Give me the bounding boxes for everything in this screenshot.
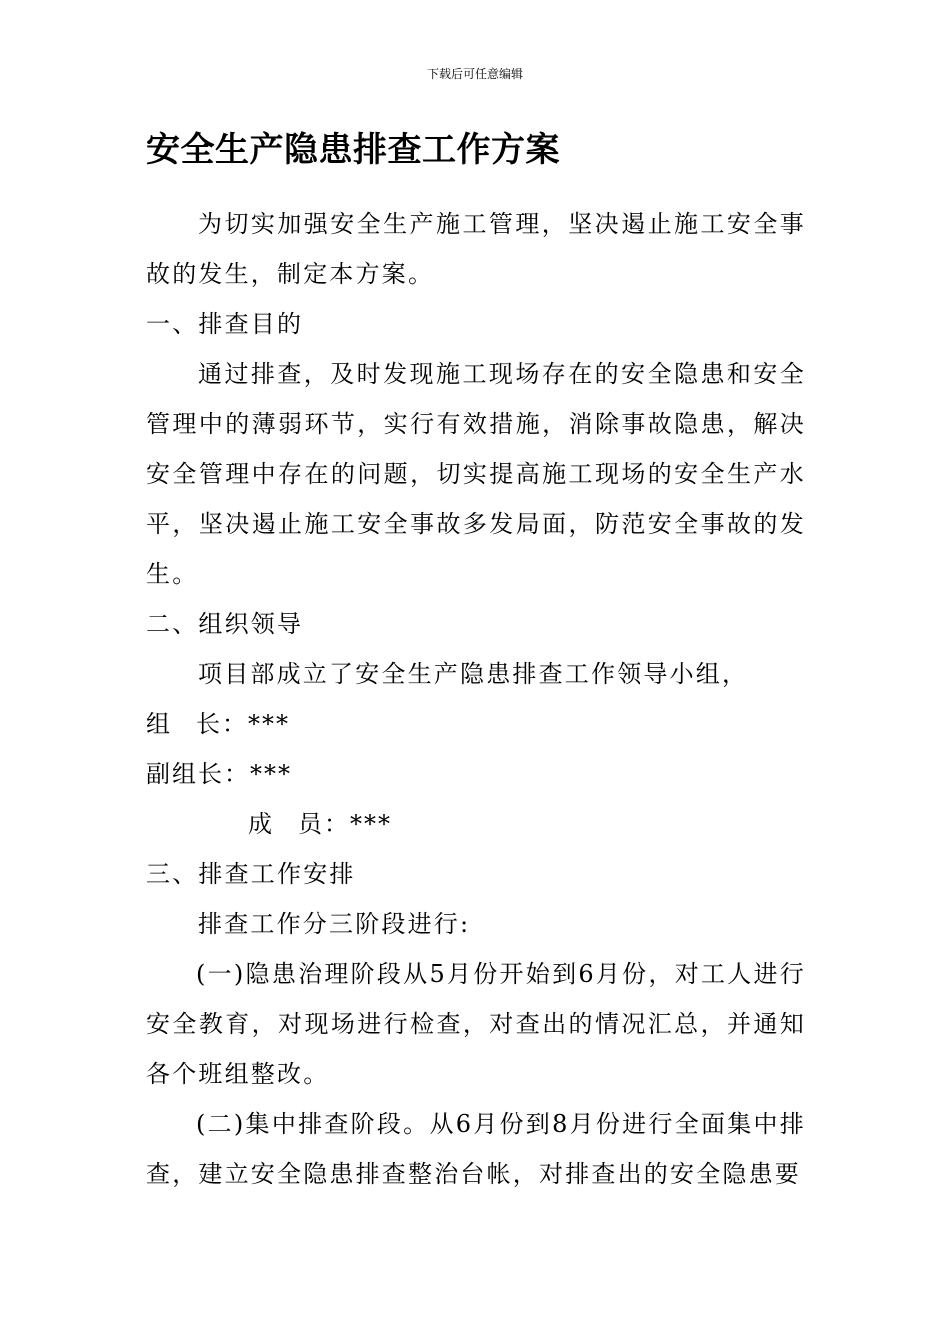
members-line	[146, 799, 806, 849]
deputy-line	[146, 749, 806, 799]
section-3-heading: 三、排查工作安排	[146, 860, 356, 888]
section-3-intro: 排查工作分三阶段进行:	[198, 910, 471, 938]
members-label-b: 员：	[298, 810, 350, 838]
leader-label-a: 组	[146, 710, 172, 738]
document-body	[146, 199, 806, 1199]
header-note: 下载后可任意编辑	[426, 67, 523, 81]
section-2-heading: 二、组织领导	[146, 610, 304, 638]
document-title: 安全生产隐患排查工作方案	[146, 130, 560, 170]
section-1-heading: 一、排查目的	[146, 310, 304, 338]
leader-line	[146, 699, 806, 749]
stage-2-paragraph: (二)集中排查阶段。从6月份到8月份进行全面集中排查，建立安全隐患排查整治台帐，对排查出的安全隐患要	[146, 1110, 806, 1188]
members-label-a: 成	[248, 810, 274, 838]
section-1-paragraph: 通过排查，及时发现施工现场存在的安全隐患和安全管理中的薄弱环节，实行有效措施，消除事故隐患，解决安全管理中存在的问题，切实提高施工现场的安全生产水平，坚决遏止施工安全事故多发局面，防范安全事故的发生。	[146, 360, 806, 588]
leader-value: ***	[248, 710, 290, 738]
intro-paragraph: 为切实加强安全生产施工管理，坚决遏止施工安全事故的发生，制定本方案。	[146, 210, 806, 288]
stage-1-paragraph: (一)隐患治理阶段从5月份开始到6月份，对工人进行安全教育，对现场进行检查，对查出的情况汇总，并通知各个班组整改。	[146, 960, 806, 1088]
members-value: ***	[350, 810, 392, 838]
deputy-value: ***	[250, 760, 292, 788]
section-2-paragraph: 项目部成立了安全生产隐患排查工作领导小组，	[198, 660, 749, 688]
deputy-label: 副组长：	[146, 760, 250, 788]
leader-label-b: 长：	[196, 710, 248, 738]
